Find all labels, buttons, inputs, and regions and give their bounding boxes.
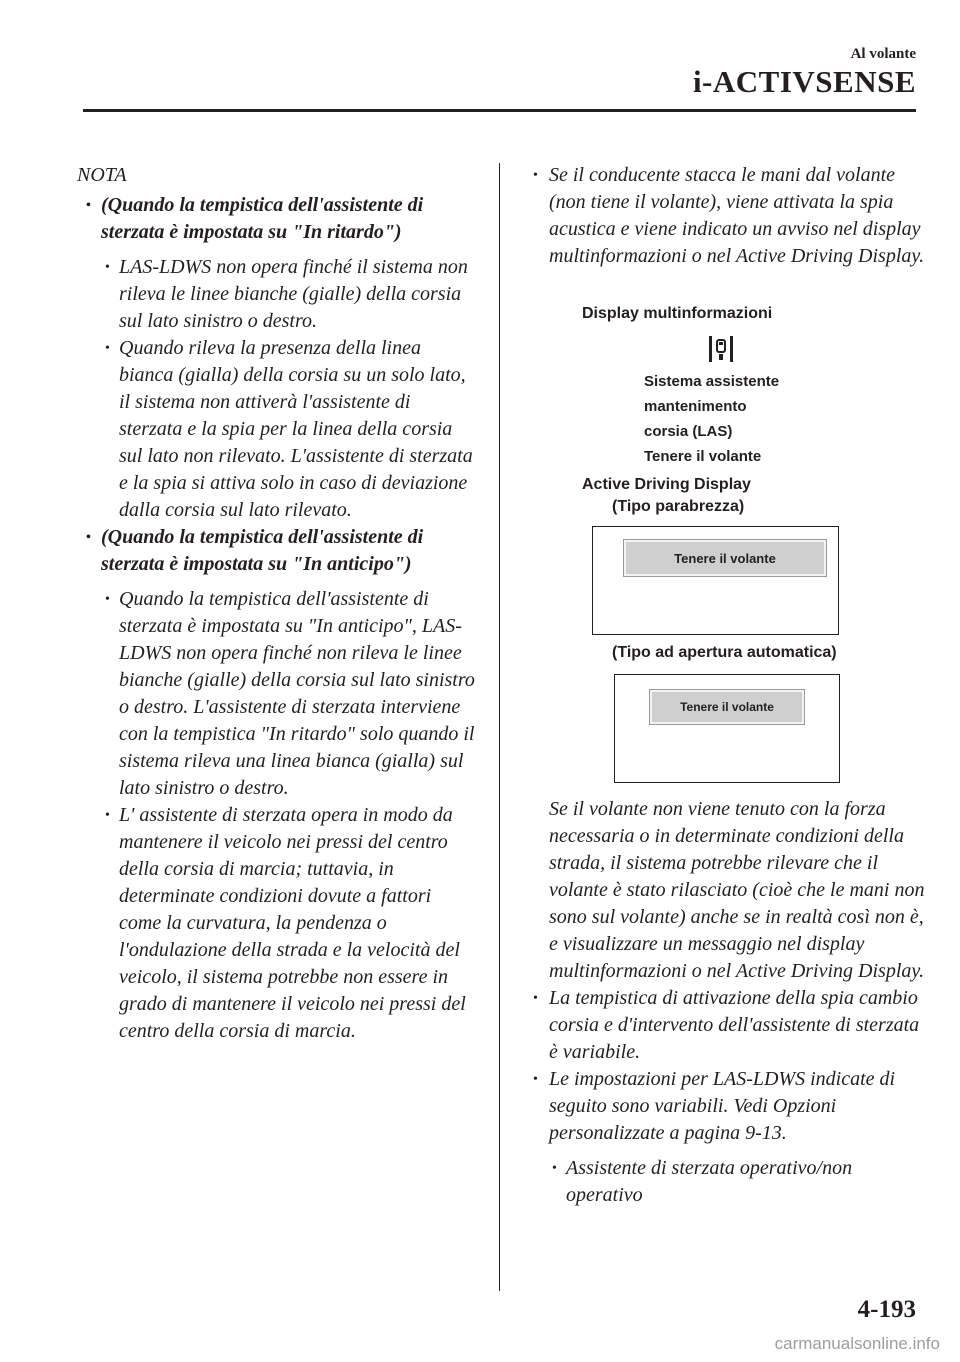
list-item: • LAS-LDWS non opera finché il sistema non rileva le linee bianche (gialle) della corsia sul lato sinistro o destro. [105, 256, 468, 332]
list-item: • Quando rileva la presenza della linea bianca (gialla) della corsia su un solo lato, il sistema non attiverà l'assistente di sterzata e la spia per la linea della corsia sul lato non rilevato. L'assistente di sterzata e la spia si attiva solo in caso di deviazione dalla corsia sul lato rilevato. [105, 337, 473, 521]
header-section: Al volante [850, 46, 916, 62]
page-number: 4-193 [857, 1296, 916, 1323]
bullet-icon: • [105, 341, 110, 356]
false-detection-note: Se il volante non viene tenuto con la forza necessaria o in determinate condizioni della strada, il sistema potrebbe rilevare che il volante è stato rilasciato (cioè che le mani non sono sul volante) anche se in realtà così non è, e visualizzare un messaggio nel display multinformazioni o nel Active Driving Display. [549, 798, 925, 982]
windshield-type-message: Tenere il volante [623, 539, 827, 577]
note-condition-late: • (Quando la tempistica dell'assistente di sterzata è impostata su "In ritardo") [86, 194, 424, 243]
multi-info-display-message: Sistema assistente mantenimento corsia (LAS) Tenere il volante [644, 373, 780, 465]
bullet-icon: • [105, 260, 110, 275]
note-heading: NOTA [77, 164, 127, 186]
bullet-icon: • [105, 808, 110, 823]
bullet-icon: • [105, 592, 110, 607]
popup-type-message: Tenere il volante [649, 689, 805, 725]
header-rule [83, 109, 916, 112]
popup-type-screen [614, 674, 840, 783]
windshield-type-screen [592, 526, 839, 635]
popup-type-label: (Tipo ad apertura automatica) [612, 644, 837, 661]
column-divider [499, 163, 500, 1291]
list-item: • Assistente di sterzata operativo/non operativo [552, 1157, 853, 1206]
list-item: • Le impostazioni per LAS-LDWS indicate di seguito sono variabili. Vedi Opzioni personalizzate a pagina 9-13. [533, 1068, 896, 1144]
list-item: • L' assistente di sterzata opera in modo da mantenere il veicolo nei pressi del centro della corsia di marcia; tuttavia, in determinate condizioni dovute a fattori come la curvatura, la pendenza o l'ondulazione della strada e la velocità del veicolo, il sistema potrebbe non essere in grado di mantenere il veicolo nei pressi del centro della corsia di marcia. [105, 804, 466, 1042]
bullet-icon: • [86, 198, 91, 213]
left-column [77, 162, 477, 1045]
bullet-icon: • [533, 1072, 538, 1087]
windshield-type-label: (Tipo parabrezza) [612, 498, 745, 515]
warning-display-figure [530, 270, 925, 796]
multi-info-display-label: Display multinformazioni [582, 305, 773, 322]
watermark: carmanualsonline.info [774, 1334, 940, 1353]
bullet-icon: • [533, 991, 538, 1006]
hands-off-warning-text: • Se il conducente stacca le mani dal volante (non tiene il volante), viene attivata la spia acustica e viene indicato un avviso nel display multinformazioni o nel Active Driving Display. [533, 164, 925, 267]
list-item: • La tempistica di attivazione della spia cambio corsia e d'intervento dell'assistente di sterzata è variabile. [533, 987, 920, 1063]
bullet-icon: • [533, 168, 538, 183]
lane-keep-assist-icon [706, 334, 736, 364]
bullet-icon: • [552, 1161, 557, 1176]
note-condition-early: • (Quando la tempistica dell'assistente di sterzata è impostata su "In anticipo") [86, 526, 424, 575]
list-item: • Quando la tempistica dell'assistente di sterzata è impostata su "In anticipo", LAS-LDWS non opera finché non rileva le linee bianche (gialle) della corsia sul lato sinistro o destro. L'assistente di sterzata interviene con la tempistica "In ritardo" solo quando il sistema rileva una linea bianca (gialla) sul lato sinistro o destro. [105, 588, 475, 799]
active-driving-display-label: Active Driving Display [582, 476, 751, 493]
right-column [530, 162, 925, 1209]
header-chapter-title: i-ACTIVSENSE [692, 64, 916, 99]
bullet-icon: • [86, 530, 91, 545]
